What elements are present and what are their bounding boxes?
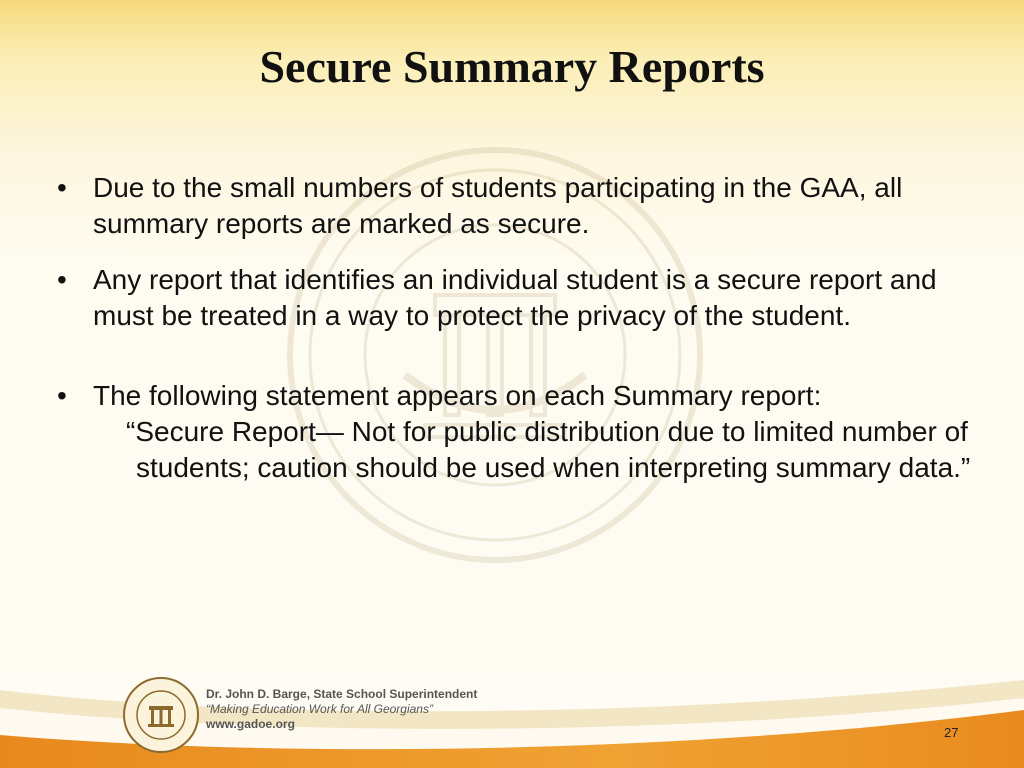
bullet-symbol: • (57, 264, 67, 295)
bullet-text: Any report that identifies an individual student is a secure report and must be treated in a way to protect the privacy of the student. (93, 264, 937, 331)
slide-content (55, 170, 975, 486)
secure-statement-quote: “Secure Report— Not for public distribution due to limited number of students; caution should be used when interpreting summary data.” (126, 416, 971, 483)
page-number: 27 (944, 725, 959, 740)
bullet-item (55, 262, 975, 334)
footer-text (206, 687, 477, 732)
bullet-symbol: • (57, 172, 67, 203)
footer-superintendent: Dr. John D. Barge, State School Superintendent (206, 687, 478, 701)
slide-title: Secure Summary Reports (259, 41, 765, 92)
bullet-text: The following statement appears on each Summary report: (93, 380, 822, 411)
bullet-symbol: • (57, 380, 67, 411)
footer-website: www.gadoe.org (206, 717, 295, 731)
bullet-text: Due to the small numbers of students participating in the GAA, all summary reports are marked as secure. (93, 172, 903, 239)
bullet-item (55, 170, 975, 242)
bullet-item (55, 378, 975, 414)
georgia-doe-seal-icon (122, 676, 200, 754)
footer-motto: “Making Education Work for All Georgians” (206, 702, 433, 716)
